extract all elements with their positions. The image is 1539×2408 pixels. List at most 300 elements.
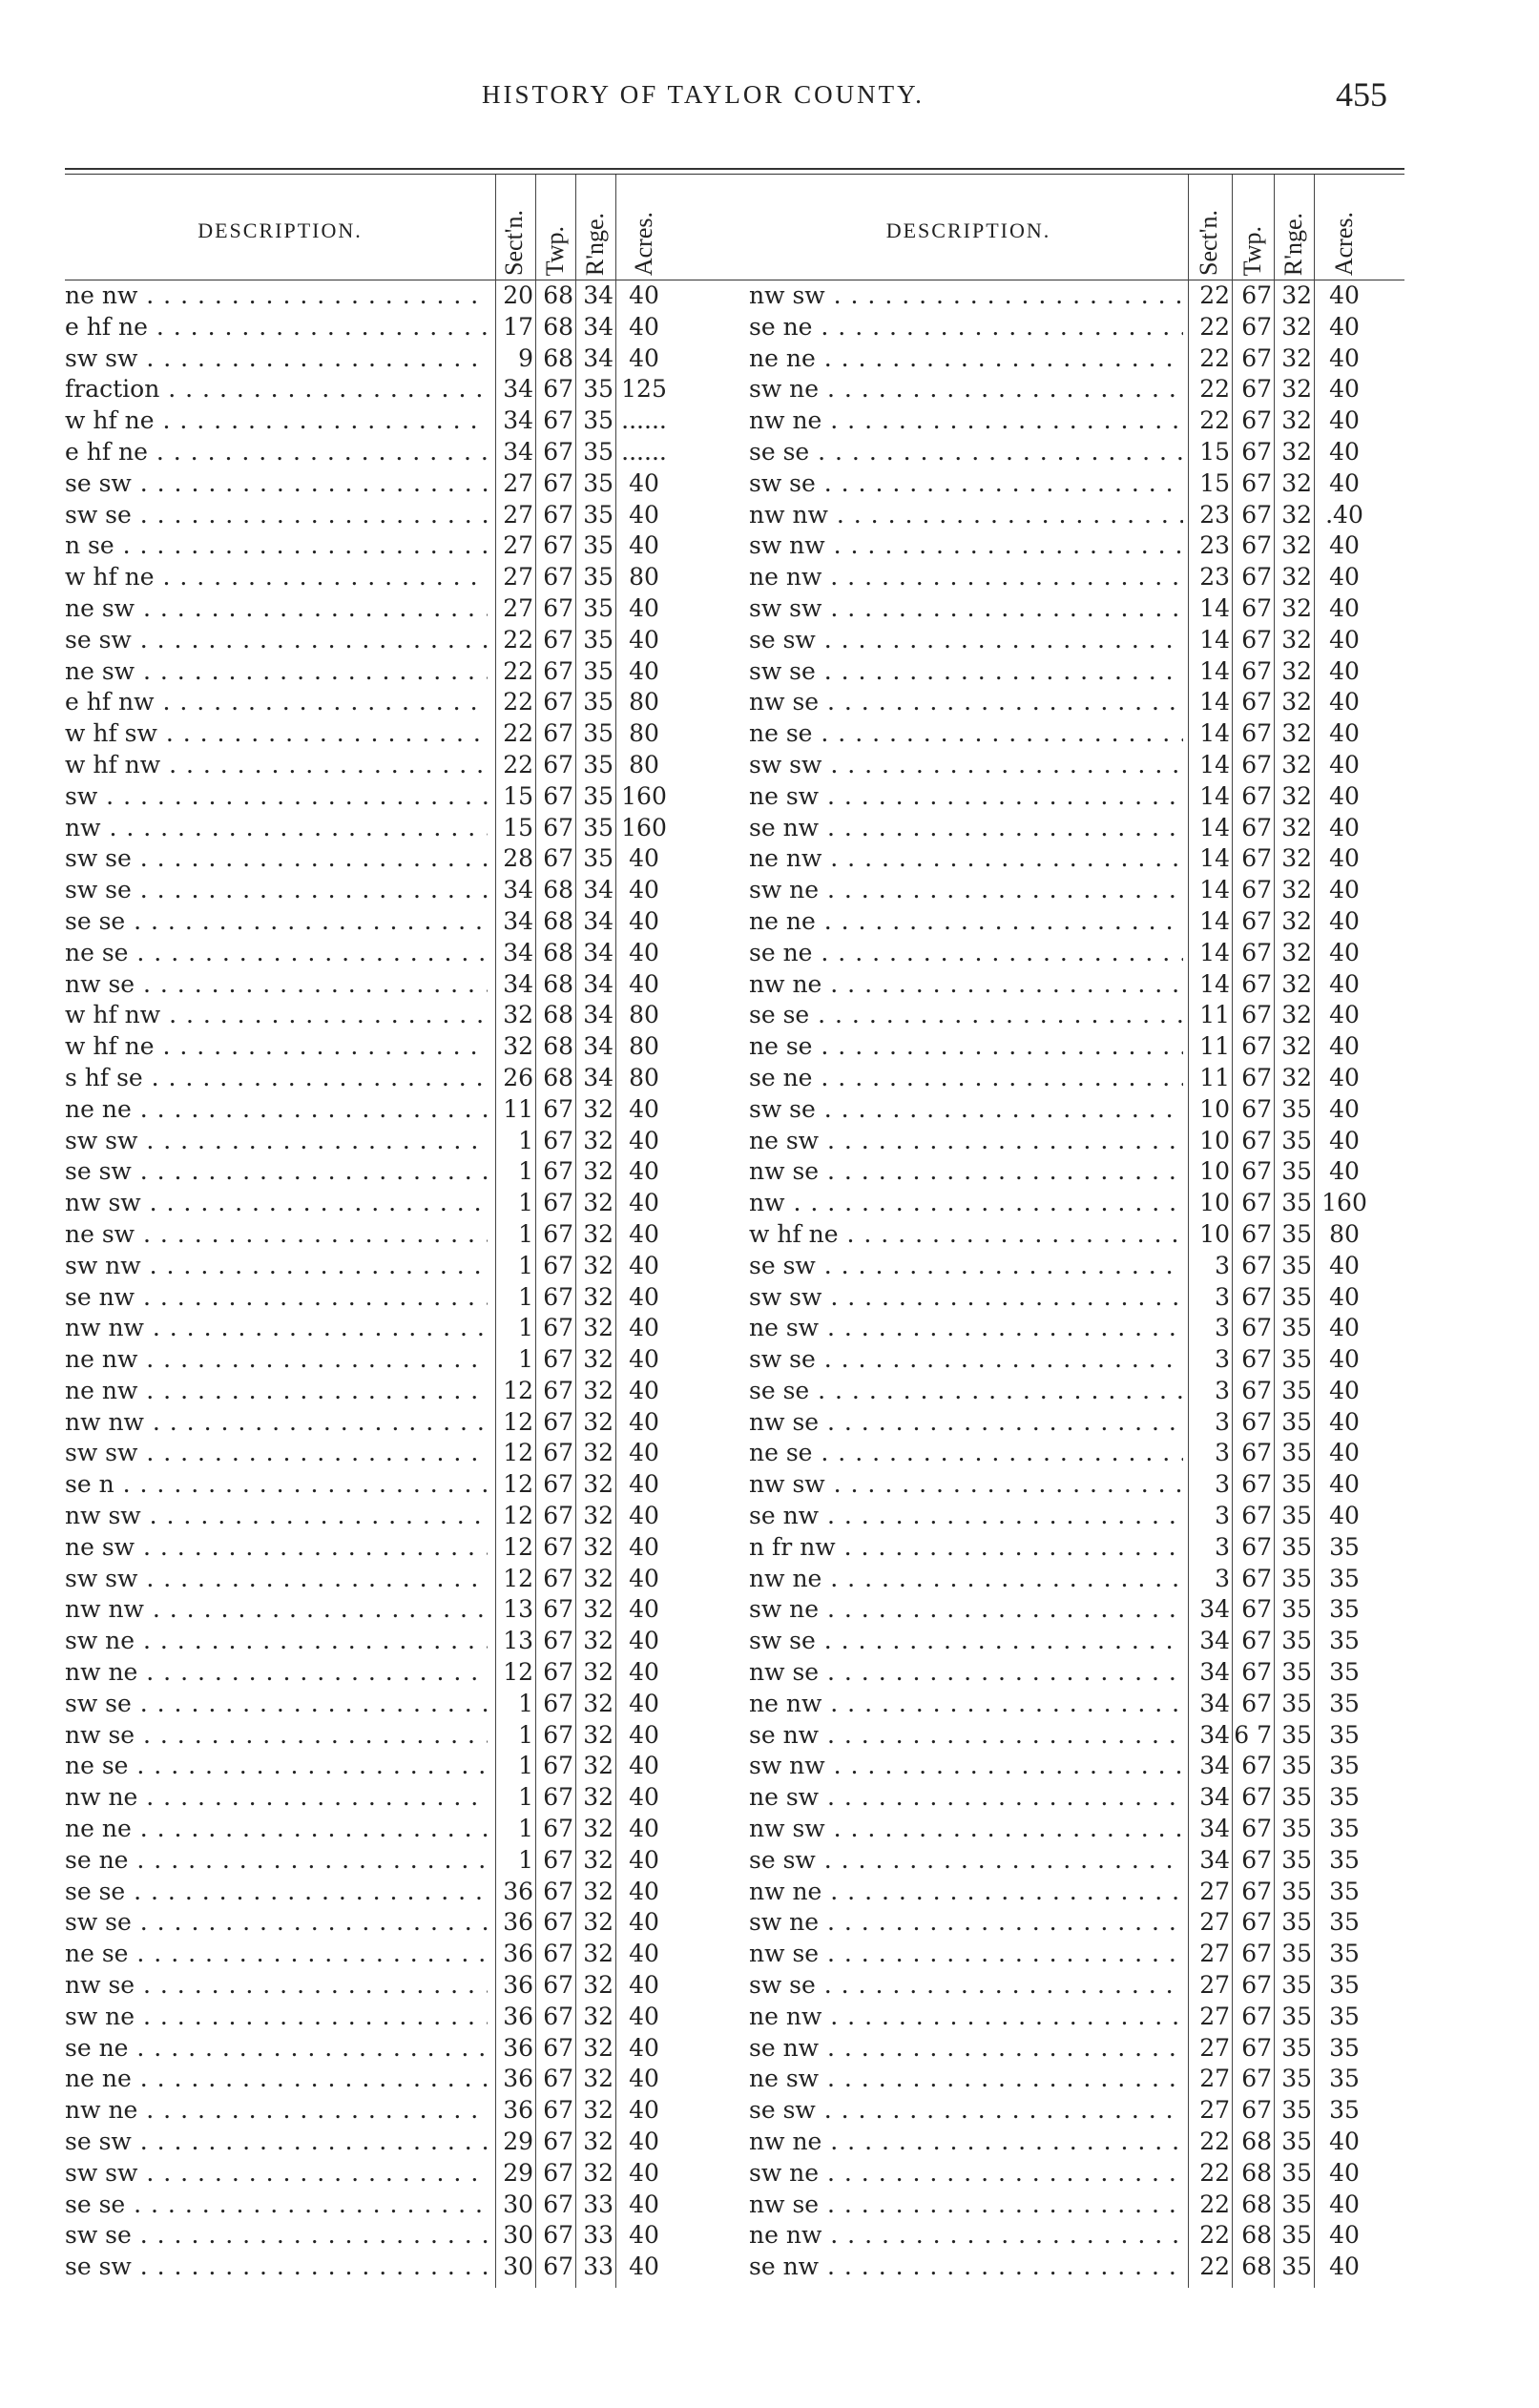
- acres-value: 40: [629, 1126, 659, 1154]
- land-description: ne ne . . .: [749, 343, 1183, 375]
- township-number: 67: [543, 1219, 573, 1248]
- table-row: [65, 1376, 671, 1407]
- table-row: [749, 1313, 1398, 1344]
- range-number: 32: [1281, 468, 1312, 497]
- acres-value: 40: [1329, 1439, 1360, 1467]
- range-number: 34: [583, 969, 614, 998]
- table-row: [65, 625, 671, 656]
- range-number: 35: [1281, 1595, 1312, 1624]
- range-number: 35: [1281, 1219, 1312, 1248]
- acres-value: 40: [1329, 1345, 1360, 1374]
- table-row: [749, 1251, 1398, 1282]
- land-description: se nw . . .: [749, 2033, 1183, 2065]
- land-description: nw nw . . .: [749, 500, 1183, 531]
- land-description: nw se . . .: [749, 2190, 1183, 2221]
- land-description: sw ne . . .: [749, 875, 1183, 906]
- township-number: 67: [1241, 656, 1272, 685]
- township-number: 67: [1241, 375, 1272, 404]
- acres-value: 40: [1329, 750, 1360, 778]
- section-number: 27: [1199, 2096, 1230, 2125]
- land-description: s hf se . . .: [65, 1063, 488, 1094]
- range-number: 35: [1281, 1783, 1312, 1812]
- acres-value: ......: [621, 437, 667, 466]
- land-description: se se . . .: [749, 437, 1183, 468]
- acres-value: 35: [1329, 1783, 1360, 1812]
- acres-value: 160: [1321, 1189, 1367, 1217]
- section-number: 22: [1199, 2252, 1230, 2281]
- township-number: 67: [543, 688, 573, 716]
- township-number: 67: [1241, 1815, 1272, 1843]
- acres-value: 40: [1329, 343, 1360, 372]
- acres-value: 80: [1329, 1219, 1360, 1248]
- range-heading: R'nge.: [1279, 212, 1307, 276]
- section-number: 20: [503, 281, 533, 309]
- range-number: 35: [583, 531, 614, 560]
- land-description: nw nw . . .: [65, 1407, 488, 1439]
- acres-value: 40: [1329, 2190, 1360, 2218]
- land-description: ne sw . . .: [749, 781, 1183, 813]
- section-number: 11: [503, 1094, 533, 1123]
- table-row: [749, 938, 1398, 969]
- acres-value: 40: [1329, 844, 1360, 873]
- land-description: nw sw . . .: [749, 280, 1183, 312]
- acres-value: 80: [629, 719, 659, 748]
- table-row: [65, 906, 671, 938]
- township-number: 67: [1241, 2002, 1272, 2030]
- section-number: 12: [503, 1658, 533, 1687]
- land-description: sw sw . . .: [65, 1564, 488, 1595]
- land-description: se sw . . .: [65, 625, 488, 656]
- township-number: 67: [1241, 406, 1272, 435]
- acres-value: 40: [629, 1189, 659, 1217]
- table-row: [749, 813, 1398, 844]
- township-number: 67: [543, 813, 573, 841]
- township-number: 67: [1241, 1845, 1272, 1874]
- land-description: e hf nw . . .: [65, 687, 488, 718]
- section-number: 22: [503, 688, 533, 716]
- range-number: 32: [1281, 406, 1312, 435]
- table-row: [65, 1782, 671, 1814]
- range-number: 35: [1281, 1908, 1312, 1937]
- section-number: 1: [518, 1752, 533, 1780]
- township-number: 67: [1241, 1908, 1272, 1937]
- range-number: 32: [1281, 625, 1312, 654]
- range-number: 32: [1281, 719, 1312, 748]
- table-row: [65, 2095, 671, 2127]
- section-number: 12: [503, 1564, 533, 1592]
- range-number: 35: [1281, 2065, 1312, 2093]
- range-number: 32: [1281, 563, 1312, 592]
- table-row: [65, 1814, 671, 1845]
- township-number: 67: [1241, 719, 1272, 748]
- land-description: nw ne . . .: [749, 1877, 1183, 1908]
- acres-value: 40: [629, 1345, 659, 1374]
- table-row: [749, 1532, 1398, 1564]
- land-description: nw nw . . .: [65, 1313, 488, 1344]
- township-number: 67: [1241, 1407, 1272, 1436]
- range-number: 33: [583, 2221, 614, 2250]
- table-row: [749, 593, 1398, 625]
- range-number: 32: [583, 1752, 614, 1780]
- acres-value: 35: [1329, 1877, 1360, 1905]
- right-table-header: [749, 175, 1398, 280]
- land-description: ne se . . .: [749, 1438, 1183, 1469]
- township-number: 67: [543, 1595, 573, 1624]
- section-number: 34: [1199, 1815, 1230, 1843]
- range-number: 35: [583, 593, 614, 622]
- table-row: [749, 562, 1398, 593]
- table-row: [749, 1970, 1398, 2002]
- section-number: 34: [503, 969, 533, 998]
- section-number: 23: [1199, 531, 1230, 560]
- land-description: se ne . . .: [749, 312, 1183, 343]
- acres-value: 40: [629, 938, 659, 966]
- range-number: 32: [583, 2065, 614, 2093]
- township-number: 67: [1241, 1940, 1272, 1968]
- section-number: 22: [503, 656, 533, 685]
- section-number: 30: [503, 2190, 533, 2218]
- acres-value: 40: [1329, 688, 1360, 716]
- land-description: sw se . . .: [749, 656, 1183, 688]
- land-description: nw sw . . .: [65, 1188, 488, 1219]
- range-number: 35: [1281, 1752, 1312, 1780]
- acres-value: 40: [1329, 312, 1360, 341]
- land-description: ne se . . .: [65, 1751, 488, 1782]
- acres-value: 35: [1329, 1940, 1360, 1968]
- acres-value: 40: [629, 1470, 659, 1499]
- acres-value: 80: [629, 1001, 659, 1029]
- township-number: 67: [1241, 593, 1272, 622]
- table-row: [65, 1000, 671, 1031]
- range-number: 32: [583, 2096, 614, 2125]
- township-number: 67: [543, 437, 573, 466]
- page-number: 455: [1336, 75, 1387, 114]
- table-row: [65, 1564, 671, 1595]
- township-number: 68: [1241, 2158, 1272, 2187]
- land-description: se sw . . .: [65, 1156, 488, 1188]
- range-number: 32: [583, 2128, 614, 2156]
- section-number: 11: [1199, 1063, 1230, 1091]
- table-row: [749, 530, 1398, 562]
- table-row: [749, 1782, 1398, 1814]
- section-heading: Sect'n.: [500, 210, 528, 276]
- table-row: [749, 718, 1398, 750]
- section-number: 3: [1215, 1251, 1230, 1279]
- acres-value: 35: [1329, 1627, 1360, 1655]
- township-heading: Twp.: [541, 225, 569, 276]
- table-row: [749, 2220, 1398, 2252]
- table-row: [65, 1970, 671, 2002]
- table-row: [65, 1063, 671, 1094]
- acres-value: 35: [1329, 1845, 1360, 1874]
- table-row: [65, 1877, 671, 1908]
- township-number: 67: [543, 1314, 573, 1342]
- acres-value: 40: [1329, 813, 1360, 841]
- section-number: 1: [518, 1783, 533, 1812]
- township-number: 67: [1241, 1627, 1272, 1655]
- township-number: 68: [1241, 2190, 1272, 2218]
- land-description: nw ne . . .: [65, 2095, 488, 2127]
- land-description: w hf sw . . .: [65, 718, 488, 750]
- land-description: sw se . . .: [749, 468, 1183, 500]
- range-number: 35: [1281, 1689, 1312, 1717]
- range-number: 34: [583, 1001, 614, 1029]
- acres-value: 40: [629, 1376, 659, 1404]
- table-row: [65, 1156, 671, 1188]
- section-number: 1: [518, 1345, 533, 1374]
- acres-value: 40: [629, 876, 659, 904]
- section-number: 29: [503, 2128, 533, 2156]
- section-number: 27: [503, 563, 533, 592]
- section-number: 13: [503, 1595, 533, 1624]
- acres-value: 35: [1329, 1971, 1360, 2000]
- range-number: 32: [1281, 750, 1312, 778]
- section-number: 12: [503, 1376, 533, 1404]
- township-number: 67: [1241, 2033, 1272, 2062]
- land-description: se sw . . .: [749, 2095, 1183, 2127]
- table-row: [65, 750, 671, 781]
- range-number: 32: [1281, 1032, 1312, 1061]
- range-number: 32: [583, 1126, 614, 1154]
- range-number: 32: [583, 1658, 614, 1687]
- section-number: 34: [503, 406, 533, 435]
- acres-value: 40: [629, 1439, 659, 1467]
- table-row: [65, 969, 671, 1001]
- range-number: 35: [583, 625, 614, 654]
- section-number: 3: [1215, 1345, 1230, 1374]
- table-row: [65, 2190, 671, 2221]
- range-number: 32: [583, 1282, 614, 1311]
- section-number: 34: [1199, 1658, 1230, 1687]
- table-row: [65, 1751, 671, 1782]
- table-row: [65, 1594, 671, 1626]
- section-number: 14: [1199, 813, 1230, 841]
- land-description: se sw . . .: [749, 1845, 1183, 1877]
- range-number: 33: [583, 2252, 614, 2281]
- township-number: 67: [543, 593, 573, 622]
- section-number: 3: [1215, 1502, 1230, 1530]
- table-row: [65, 468, 671, 500]
- table-row: [65, 813, 671, 844]
- table-row: [749, 656, 1398, 688]
- range-number: 32: [1281, 281, 1312, 309]
- township-number: 67: [543, 625, 573, 654]
- range-number: 35: [583, 781, 614, 810]
- section-number: 11: [1199, 1001, 1230, 1029]
- acres-value: 40: [629, 656, 659, 685]
- acres-value: 40: [1329, 2252, 1360, 2281]
- range-number: 35: [1281, 1251, 1312, 1279]
- township-number: 68: [543, 938, 573, 966]
- land-description: se ne . . .: [65, 2033, 488, 2065]
- acres-value: 40: [1329, 1376, 1360, 1404]
- section-number: 1: [518, 1126, 533, 1154]
- acres-value: 40: [629, 1752, 659, 1780]
- township-number: 68: [543, 876, 573, 904]
- table-row: [65, 374, 671, 405]
- land-description: sw sw . . .: [749, 593, 1183, 625]
- acres-value: 40: [1329, 1282, 1360, 1311]
- section-number: 22: [1199, 406, 1230, 435]
- section-number: 22: [1199, 281, 1230, 309]
- land-description: se se . . .: [749, 1000, 1183, 1031]
- acres-value: 35: [1329, 2033, 1360, 2062]
- acres-value: 40: [629, 1783, 659, 1812]
- range-number: 32: [583, 1689, 614, 1717]
- acres-value: 40: [1329, 938, 1360, 966]
- section-number: 10: [1199, 1157, 1230, 1186]
- range-number: 35: [1281, 1470, 1312, 1499]
- table-row: [749, 1469, 1398, 1501]
- range-number: 32: [583, 1314, 614, 1342]
- range-number: 35: [1281, 2221, 1312, 2250]
- range-number: 35: [1281, 1720, 1312, 1749]
- left-table: [65, 175, 671, 2281]
- range-number: 35: [1281, 1815, 1312, 1843]
- land-description: se sw . . .: [65, 2252, 488, 2283]
- land-description: sw nw . . .: [749, 530, 1183, 562]
- range-number: 32: [583, 1720, 614, 1749]
- township-number: 67: [543, 375, 573, 404]
- acres-value: 40: [1329, 1157, 1360, 1186]
- township-number: 67: [1241, 1971, 1272, 2000]
- township-number: 68: [543, 343, 573, 372]
- section-number: 23: [1199, 500, 1230, 529]
- township-number: 67: [1241, 688, 1272, 716]
- acres-value: 40: [1329, 563, 1360, 592]
- township-number: 67: [543, 1439, 573, 1467]
- land-description: sw se . . .: [749, 1344, 1183, 1376]
- section-number: 13: [503, 1627, 533, 1655]
- section-number: 34: [503, 938, 533, 966]
- range-number: 32: [1281, 531, 1312, 560]
- acres-value: 40: [1329, 1314, 1360, 1342]
- table-row: [65, 1344, 671, 1376]
- land-description: ne nw . . .: [749, 843, 1183, 875]
- acres-value: 40: [629, 1094, 659, 1123]
- land-description: ne sw . . .: [749, 1313, 1183, 1344]
- acres-value: 40: [629, 2033, 659, 2062]
- acres-value: 40: [1329, 2128, 1360, 2156]
- township-number: 67: [1241, 343, 1272, 372]
- township-number: 67: [1241, 1219, 1272, 1248]
- township-number: 67: [1241, 1752, 1272, 1780]
- acres-value: 35: [1329, 1815, 1360, 1843]
- land-description: se se . . .: [65, 1877, 488, 1908]
- acres-value: 40: [1329, 719, 1360, 748]
- acres-value: 40: [629, 969, 659, 998]
- township-number: 67: [1241, 1376, 1272, 1404]
- range-number: 35: [583, 563, 614, 592]
- table-row: [65, 656, 671, 688]
- section-number: 22: [1199, 343, 1230, 372]
- section-number: 1: [518, 1689, 533, 1717]
- acres-value: 40: [1329, 1126, 1360, 1154]
- table-row: [65, 562, 671, 593]
- section-number: 34: [1199, 1845, 1230, 1874]
- acres-heading: Acres.: [1330, 211, 1358, 276]
- range-number: 35: [1281, 1532, 1312, 1561]
- acres-value: 40: [629, 1595, 659, 1624]
- section-number: 34: [1199, 1627, 1230, 1655]
- section-number: 34: [1199, 1783, 1230, 1812]
- range-number: 32: [583, 1877, 614, 1905]
- section-number: 34: [503, 906, 533, 935]
- section-number: 1: [518, 1282, 533, 1311]
- table-row: [65, 2002, 671, 2033]
- land-description: ne sw . . .: [749, 1782, 1183, 1814]
- acres-value: 40: [1329, 406, 1360, 435]
- land-description: nw se . . .: [65, 1970, 488, 2002]
- acres-value: 40: [1329, 2221, 1360, 2250]
- section-number: 17: [503, 312, 533, 341]
- land-description: nw se . . .: [749, 1407, 1183, 1439]
- section-number: 14: [1199, 969, 1230, 998]
- township-number: 67: [543, 1470, 573, 1499]
- township-number: 67: [1241, 1470, 1272, 1499]
- section-number: 1: [518, 1189, 533, 1217]
- table-row: [749, 1126, 1398, 1157]
- acres-value: 35: [1329, 1908, 1360, 1937]
- section-number: 36: [503, 1908, 533, 1937]
- section-number: 36: [503, 2096, 533, 2125]
- acres-value: 40: [1329, 2158, 1360, 2187]
- acres-value: 40: [629, 593, 659, 622]
- land-description: sw sw . . .: [65, 1126, 488, 1157]
- land-description: nw sw . . .: [749, 1814, 1183, 1845]
- land-description: sw sw . . .: [65, 2158, 488, 2190]
- acres-value: 40: [629, 2190, 659, 2218]
- section-heading: Sect'n.: [1195, 210, 1222, 276]
- acres-value: 40: [629, 1219, 659, 1248]
- acres-value: 40: [1329, 781, 1360, 810]
- land-description: se nw . . .: [749, 813, 1183, 844]
- range-number: 32: [583, 1345, 614, 1374]
- section-number: 14: [1199, 750, 1230, 778]
- acres-value: 160: [621, 813, 667, 841]
- table-row: [749, 437, 1398, 468]
- section-number: 36: [503, 1971, 533, 2000]
- range-number: 35: [583, 375, 614, 404]
- table-row: [65, 1094, 671, 1126]
- range-number: 32: [583, 1532, 614, 1561]
- section-number: 36: [503, 2033, 533, 2062]
- range-number: 32: [583, 1439, 614, 1467]
- section-number: 22: [1199, 2190, 1230, 2218]
- land-description: w hf ne . . .: [749, 1219, 1183, 1251]
- section-number: 22: [503, 750, 533, 778]
- range-number: 35: [1281, 1877, 1312, 1905]
- township-number: 68: [1241, 2128, 1272, 2156]
- section-number: 27: [1199, 2033, 1230, 2062]
- range-number: 32: [583, 1251, 614, 1279]
- township-number: 67: [543, 781, 573, 810]
- table-row: [65, 1657, 671, 1689]
- acres-value: 40: [1329, 593, 1360, 622]
- land-description: se nw . . .: [749, 1501, 1183, 1532]
- land-description: ne sw . . .: [65, 656, 488, 688]
- acres-value: 80: [629, 750, 659, 778]
- table-row: [749, 1751, 1398, 1782]
- acres-value: 40: [629, 2128, 659, 2156]
- township-number: 68: [543, 1032, 573, 1061]
- section-number: 27: [1199, 1971, 1230, 2000]
- land-description: ne nw . . .: [749, 1689, 1183, 1720]
- township-number: 67: [543, 2158, 573, 2187]
- township-number: 67: [1241, 906, 1272, 935]
- land-description: sw se . . .: [749, 1970, 1183, 2002]
- section-number: 22: [1199, 312, 1230, 341]
